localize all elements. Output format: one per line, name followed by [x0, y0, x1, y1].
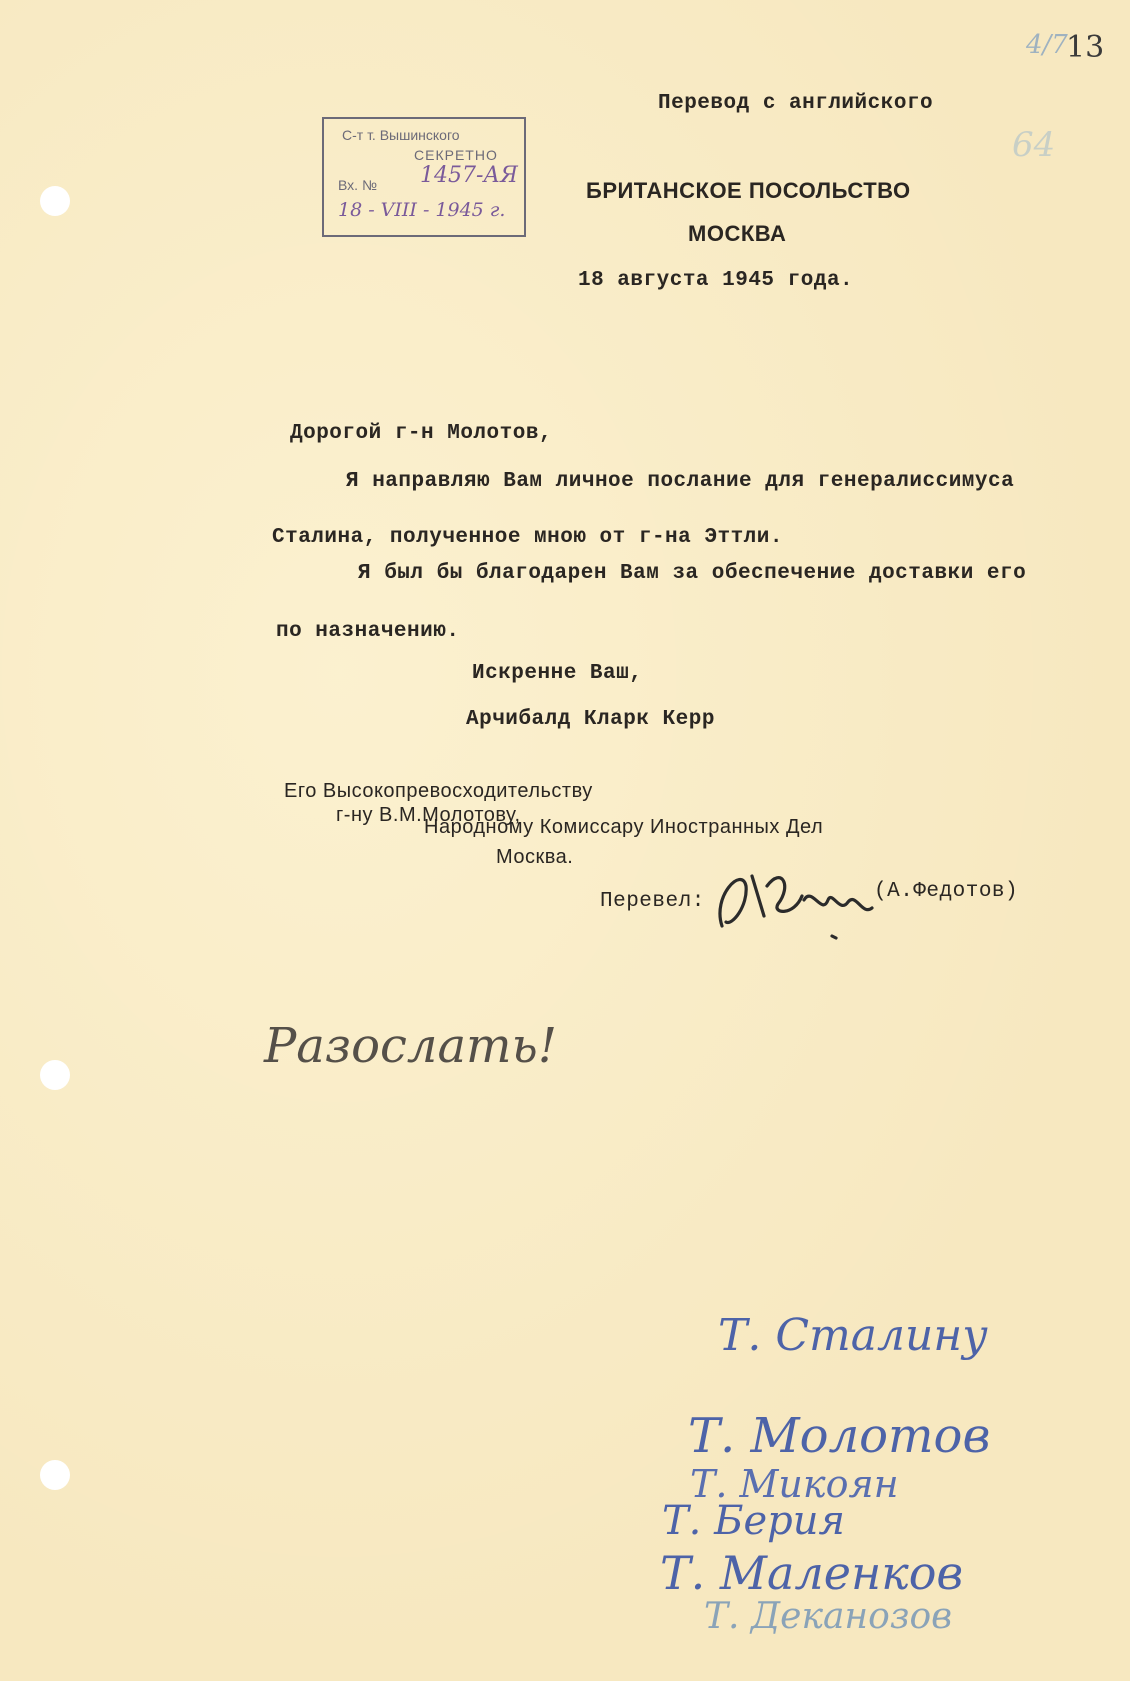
closing: Искренне Ваш, — [472, 662, 643, 685]
distribution-entry: Т. Деканозов — [704, 1596, 953, 1637]
page-edge — [1130, 0, 1146, 1681]
distribution-entry: Т. Маленков — [660, 1546, 964, 1600]
translator-signature — [712, 856, 878, 948]
punch-hole — [40, 1460, 70, 1490]
letter-date: 18 августа 1945 года. — [578, 269, 854, 292]
body-line: по назначению. — [276, 620, 460, 643]
body-line: Я направляю Вам личное послание для генералиссимуса — [346, 470, 1015, 493]
distribution-entry: Т. Молотов — [688, 1408, 991, 1464]
distribution-entry: Т. Сталину — [718, 1310, 988, 1361]
distribution-entry: Т. Берия — [662, 1498, 846, 1544]
distribution-entry: Т. Микоян — [690, 1462, 899, 1506]
embassy-name: БРИТАНСКОЕ ПОСОЛЬСТВО — [586, 178, 911, 203]
embassy-city: МОСКВА — [688, 221, 787, 246]
punch-hole — [40, 1060, 70, 1090]
stamp-number-label: Вх. № — [338, 177, 377, 193]
translation-note: Перевод с английского — [658, 92, 934, 115]
body-line: Сталина, полученное мною от г-на Эттли. — [272, 526, 783, 549]
signer-name: Арчибалд Кларк Керр — [466, 708, 715, 731]
addressee-line: Его Высокопревосходительству — [284, 780, 593, 802]
punch-hole — [40, 186, 70, 216]
archive-fraction-mark: 4/7 — [1026, 30, 1068, 60]
addressee-line: г-ну В.М.Молотову, — [336, 804, 521, 826]
salutation: Дорогой г-н Молотов, — [290, 422, 553, 445]
registration-stamp — [322, 117, 526, 237]
handwritten-note: Разослать! — [264, 1018, 557, 1074]
translator-label: Перевел: — [600, 890, 705, 913]
stamp-office: С-т т. Вышинского — [342, 127, 460, 143]
stamp-date-value: 18 - VIII - 1945 г. — [338, 199, 506, 221]
faint-pencil-mark: 64 — [1012, 125, 1056, 165]
body-line: Я был бы благодарен Вам за обеспечение доставки его — [358, 562, 1027, 585]
addressee-line: Москва. — [496, 846, 574, 868]
page-number: 13 — [1066, 30, 1105, 65]
addressee-line: Народному Комиссару Иностранных Дел — [424, 816, 824, 838]
translator-name: (А.Федотов) — [874, 880, 1019, 903]
stamp-classification: СЕКРЕТНО — [414, 147, 498, 163]
stamp-number-value: 1457-АЯ — [420, 163, 518, 188]
